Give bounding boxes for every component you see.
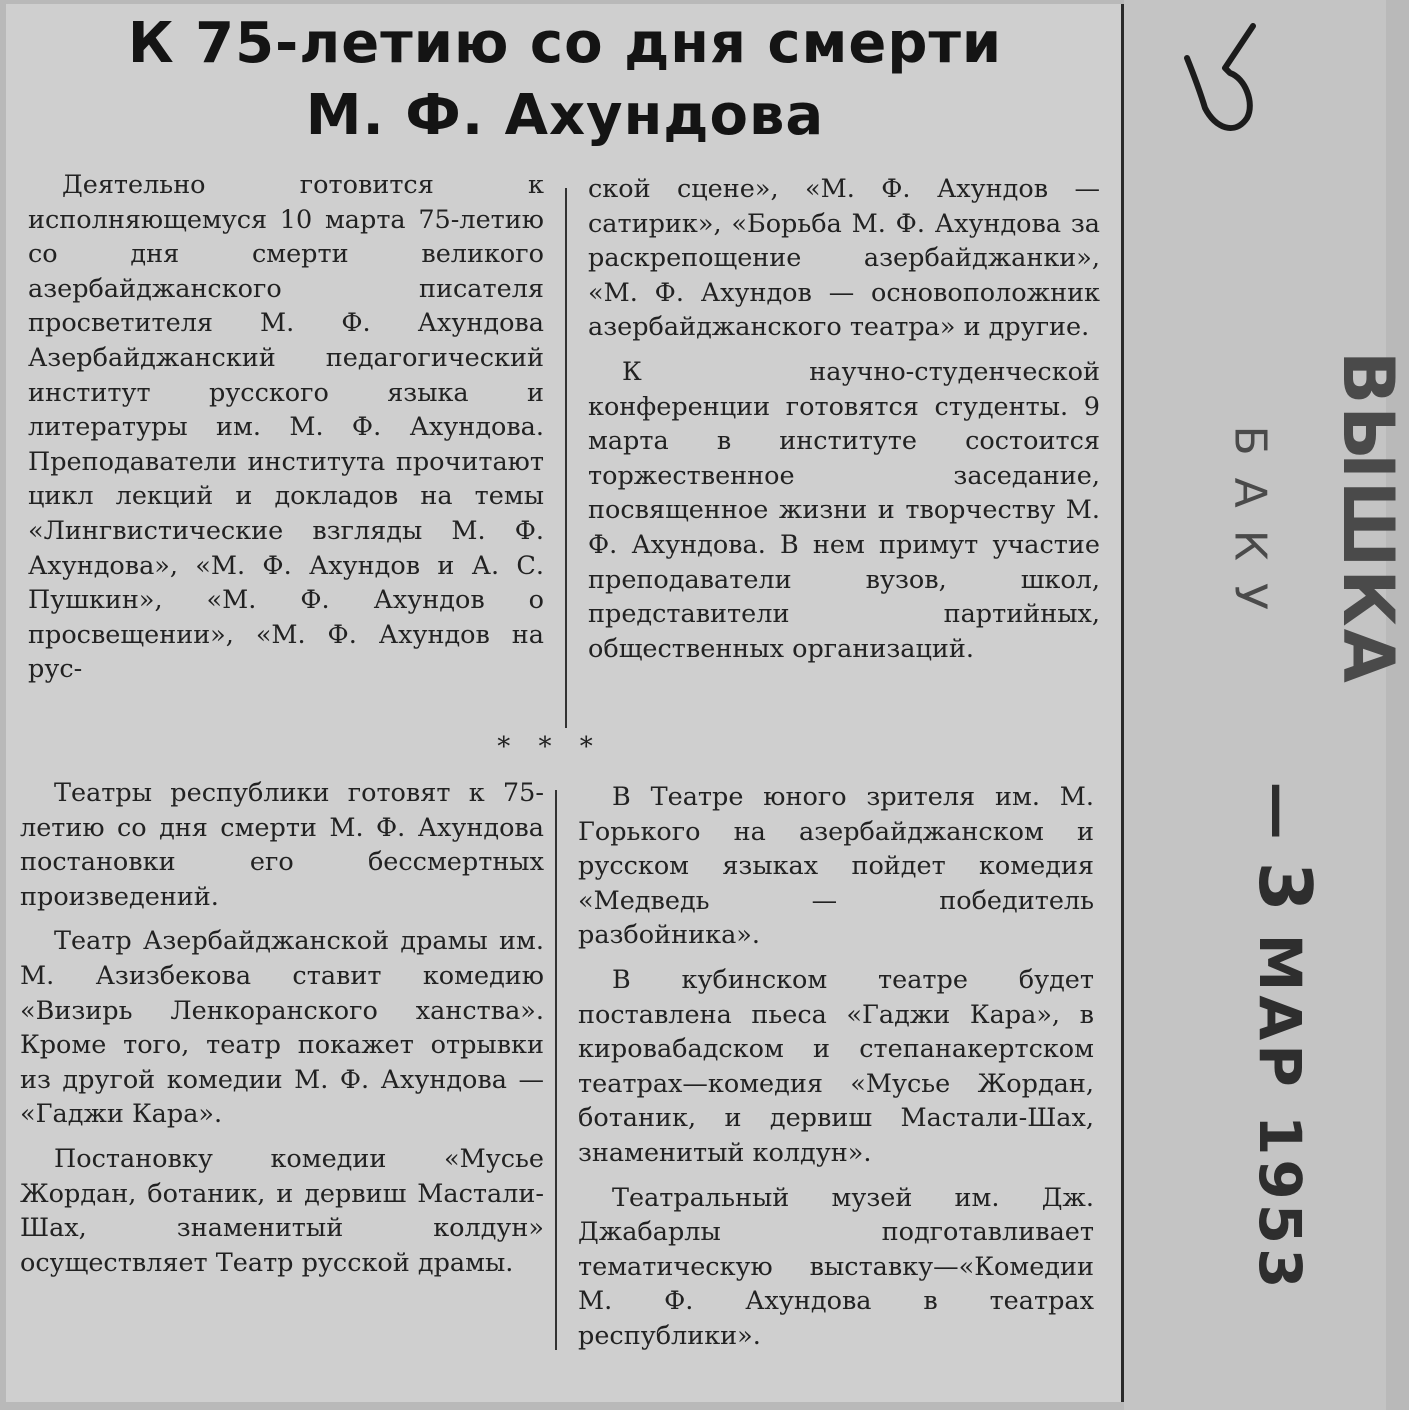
stamp-city: БАКУ [1224,425,1276,632]
stamp-newspaper-name: ВЫШКА [1327,351,1409,685]
section1-column-right [588,172,1100,666]
section1-column-left [28,168,544,687]
section1-left-paragraph: Деятельно готовится к исполняющемуся 10 марта 75-летию со дня смерти великого азербайджанского писателя просветителя М. Ф. Ахундова Азербайджанский педагогический институт русского языка и литературы им. М. Ф. Ахундова. Преподаватели института прочитают цикл лекций и докладов на темы «Лингвистические взгляды М. Ф. Ахундова», «М. Ф. Ахундов и А. С. Пушкин», «М. Ф. Ахундов о просвещении», «М. Ф. Ахундов на рус- [28,170,544,685]
headline-line-2: М. Ф. Ахундова [305,83,825,148]
section2-right-paragraph-2: В кубинском театре будет поставлена пьеса «Гаджи Кара», в кировабадском и степанакертском театрах—комедия «Мусье Жордан, ботаник, и дервиш Мастали-Шах, знаменитый колдун». [578,964,1094,1168]
section2-column-right [578,780,1094,1354]
stamp-date-dash: — [1246,781,1314,844]
article-headline [20,8,1110,152]
section-separator-stars: * * * [497,732,603,762]
section2-column-left [20,776,544,1280]
stamp-date-year: 1953 [1246,1115,1314,1293]
section1-right-paragraph-2: К научно-студенческой конференции готовятся студенты. 9 марта в институте состоится торжественное заседание, посвященное жизни и творчеству М. Ф. Ахундова. В нем примут участие преподаватели вузов, школ, представители партийных, общественных организаций. [588,356,1100,664]
column-divider-bottom [555,790,557,1350]
section1-right-paragraph-1: ской сцене», «М. Ф. Ахундов — сатирик», «Борьба М. Ф. Ахундова за раскрепощение азербайджанки», «М. Ф. Ахундов — основоположник азербайджанского театра» и другие. [588,174,1100,343]
stamp-date-month: МАР [1246,933,1314,1091]
section2-right-paragraph-3: Театральный музей им. Дж. Джабарлы подготавливает тематическую выставку—«Комедии М. Ф. Ахундова в театрах республики». [578,1182,1094,1351]
handwritten-mark-icon [1175,18,1265,148]
stamp-date [1243,777,1327,1297]
section2-left-paragraph-3: Постановку комедии «Мусье Жордан, ботаник, и дервиш Мастали-Шах, знаменитый колдун» осуществляет Театр русской драмы. [20,1143,544,1278]
stamp-date-day: 3 [1243,861,1327,916]
section2-left-paragraph-1: Театры республики готовят к 75-летию со дня смерти М. Ф. Ахундова постановки его бессмертных произведений. [20,778,544,912]
column-divider-top [565,188,567,728]
headline-line-1: К 75-летию со дня смерти [127,11,1003,76]
section2-right-paragraph-1: В Театре юного зрителя им. М. Горького на азербайджанском и русском языках пойдет комедия «Медведь — победитель разбойника». [578,782,1094,951]
section2-left-paragraph-2: Театр Азербайджанской драмы им. М. Азизбекова ставит комедию «Визирь Ленкоранского ханства». Кроме того, театр покажет отрывки из другой комедии М. Ф. Ахундова — «Гаджи Кара». [20,926,544,1130]
